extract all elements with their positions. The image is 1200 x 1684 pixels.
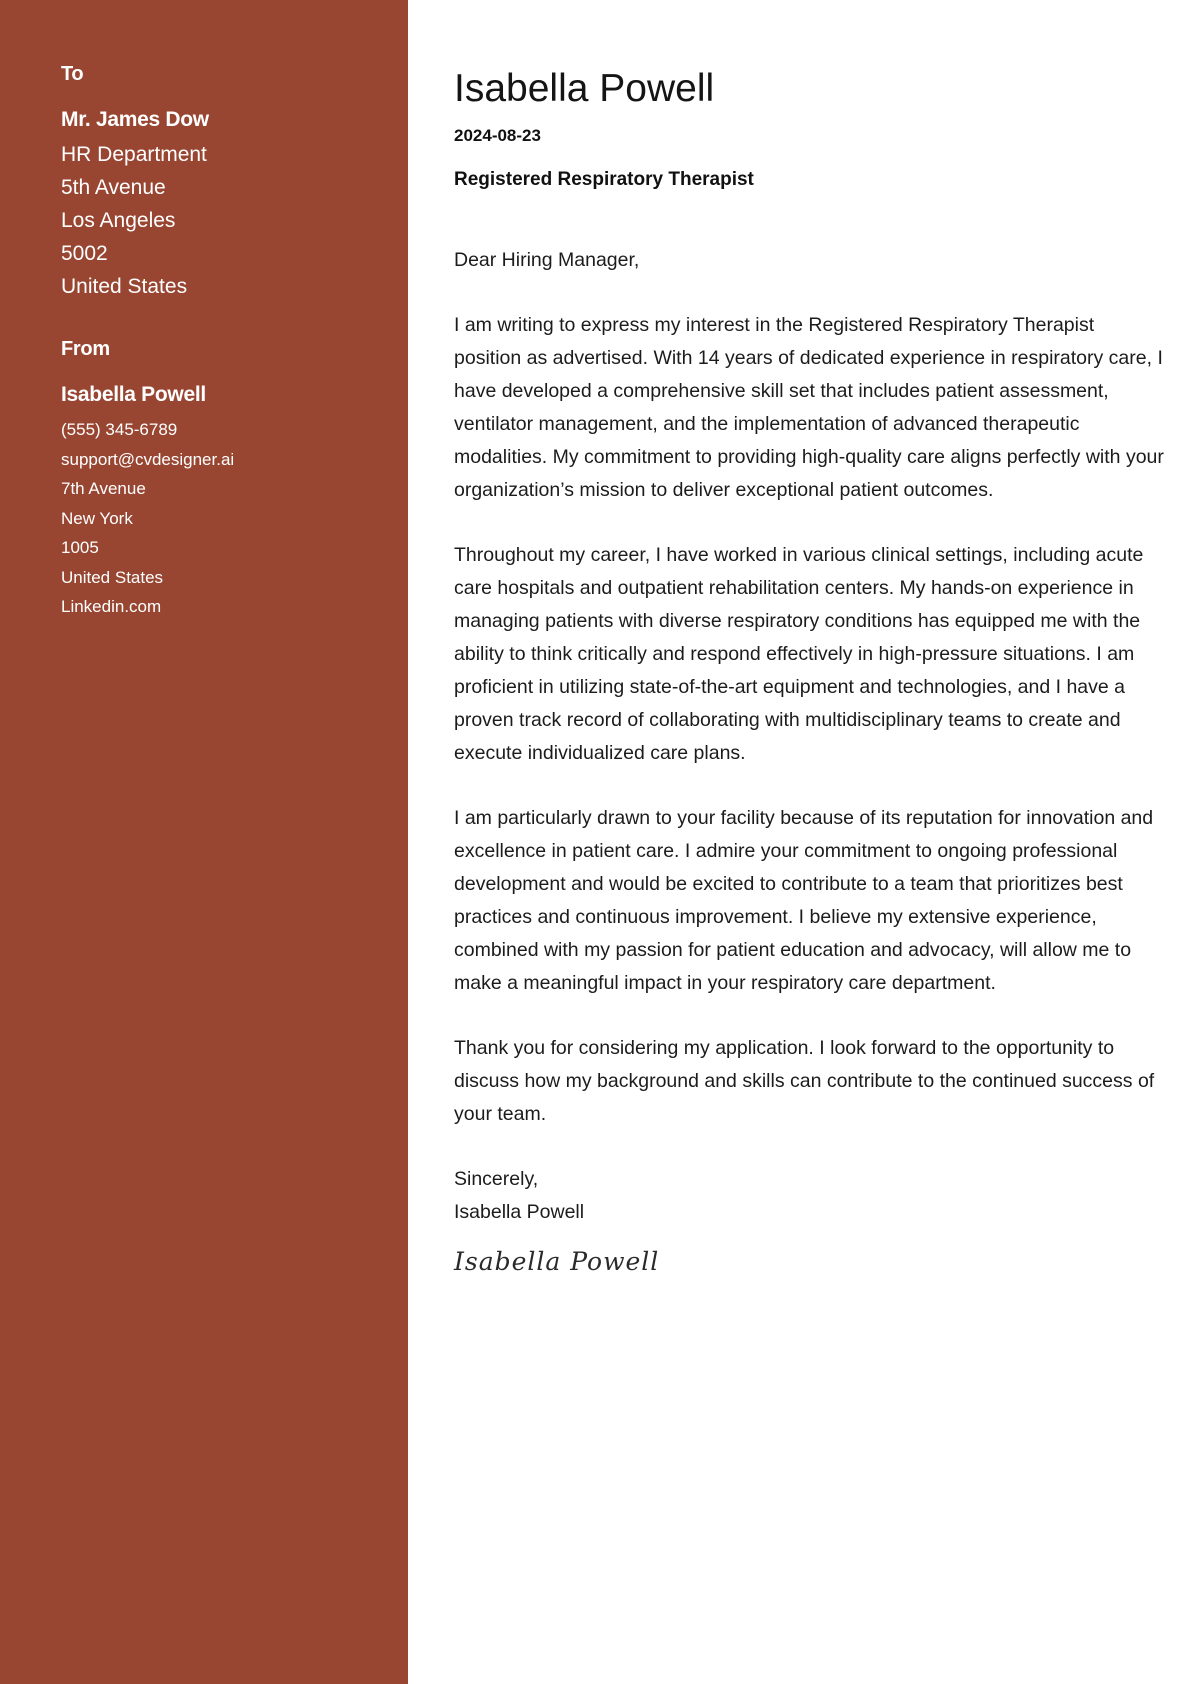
sidebar (0, 0, 408, 1684)
paragraph-4: Thank you for considering my application. I look forward to the opportunity to discuss how my background and skills can contribute to the continued success of your team. (454, 1037, 1155, 1125)
recipient-postal-code: 5002 (61, 242, 108, 265)
greeting: Dear Hiring Manager, (454, 249, 640, 271)
sender-street: 7th Avenue (61, 479, 146, 498)
closing-name: Isabella Powell (454, 1201, 585, 1223)
sender-country: United States (61, 567, 164, 587)
sender-postal-code: 1005 (61, 538, 99, 557)
page-title: Isabella Powell (454, 67, 715, 110)
job-title: Registered Respiratory Therapist (454, 169, 754, 190)
recipient-city: Los Angeles (61, 209, 176, 232)
recipient-department: HR Department (61, 143, 207, 166)
sign-off: Sincerely, (454, 1168, 539, 1190)
sender-city: New York (61, 508, 133, 528)
sender-name: Isabella Powell (61, 383, 206, 406)
paragraph-2: Throughout my career, I have worked in various clinical settings, including acute care hospitals and outpatient rehabilitation centers. My hands-on experience in managing patients with diverse respiratory conditions has equipped me with the ability to think critically and respond effectively in high-pressure situations. I am proficient in utilizing state-of-the-art equipment and technologies, and I have a proven track record of collaborating with multidisciplinary teams to create and execute individualized care plans. (454, 544, 1144, 764)
letter-date: 2024-08-23 (454, 126, 541, 145)
recipient-country: United States (61, 275, 188, 298)
letter-body (454, 64, 1166, 1276)
sender-heading: From (61, 338, 110, 360)
sender-phone: (555) 345-6789 (61, 420, 178, 439)
sender-section (61, 337, 391, 622)
sender-website: Linkedin.com (61, 597, 162, 616)
recipient-section (61, 62, 391, 303)
paragraph-3: I am particularly drawn to your facility because of its reputation for innovation and excellence in patient care. I admire your commitment to ongoing professional development and would be excited to contribute to a team that prioritizes best practices and continuous improvement. I believe my extensive experience, combined with my passion for patient education and advocacy, will allow me to make a meaningful impact in your respiratory care department. (454, 807, 1154, 994)
signature: Isabella Powell (454, 1247, 660, 1276)
paragraph-1: I am writing to express my interest in the Registered Respiratory Therapist position as advertised. With 14 years of dedicated experience in respiratory care, I have developed a comprehensive skill set that includes patient assessment, ventilator management, and the implementation of advanced therapeutic modalities. My commitment to providing high-quality care aligns perfectly with your organization’s mission to deliver exceptional patient outcomes. (454, 314, 1164, 501)
sender-email: support@cvdesigner.ai (61, 449, 235, 469)
closing (454, 1163, 1166, 1229)
recipient-name: Mr. James Dow (61, 108, 209, 131)
recipient-street: 5th Avenue (61, 176, 166, 199)
recipient-heading: To (61, 63, 84, 85)
